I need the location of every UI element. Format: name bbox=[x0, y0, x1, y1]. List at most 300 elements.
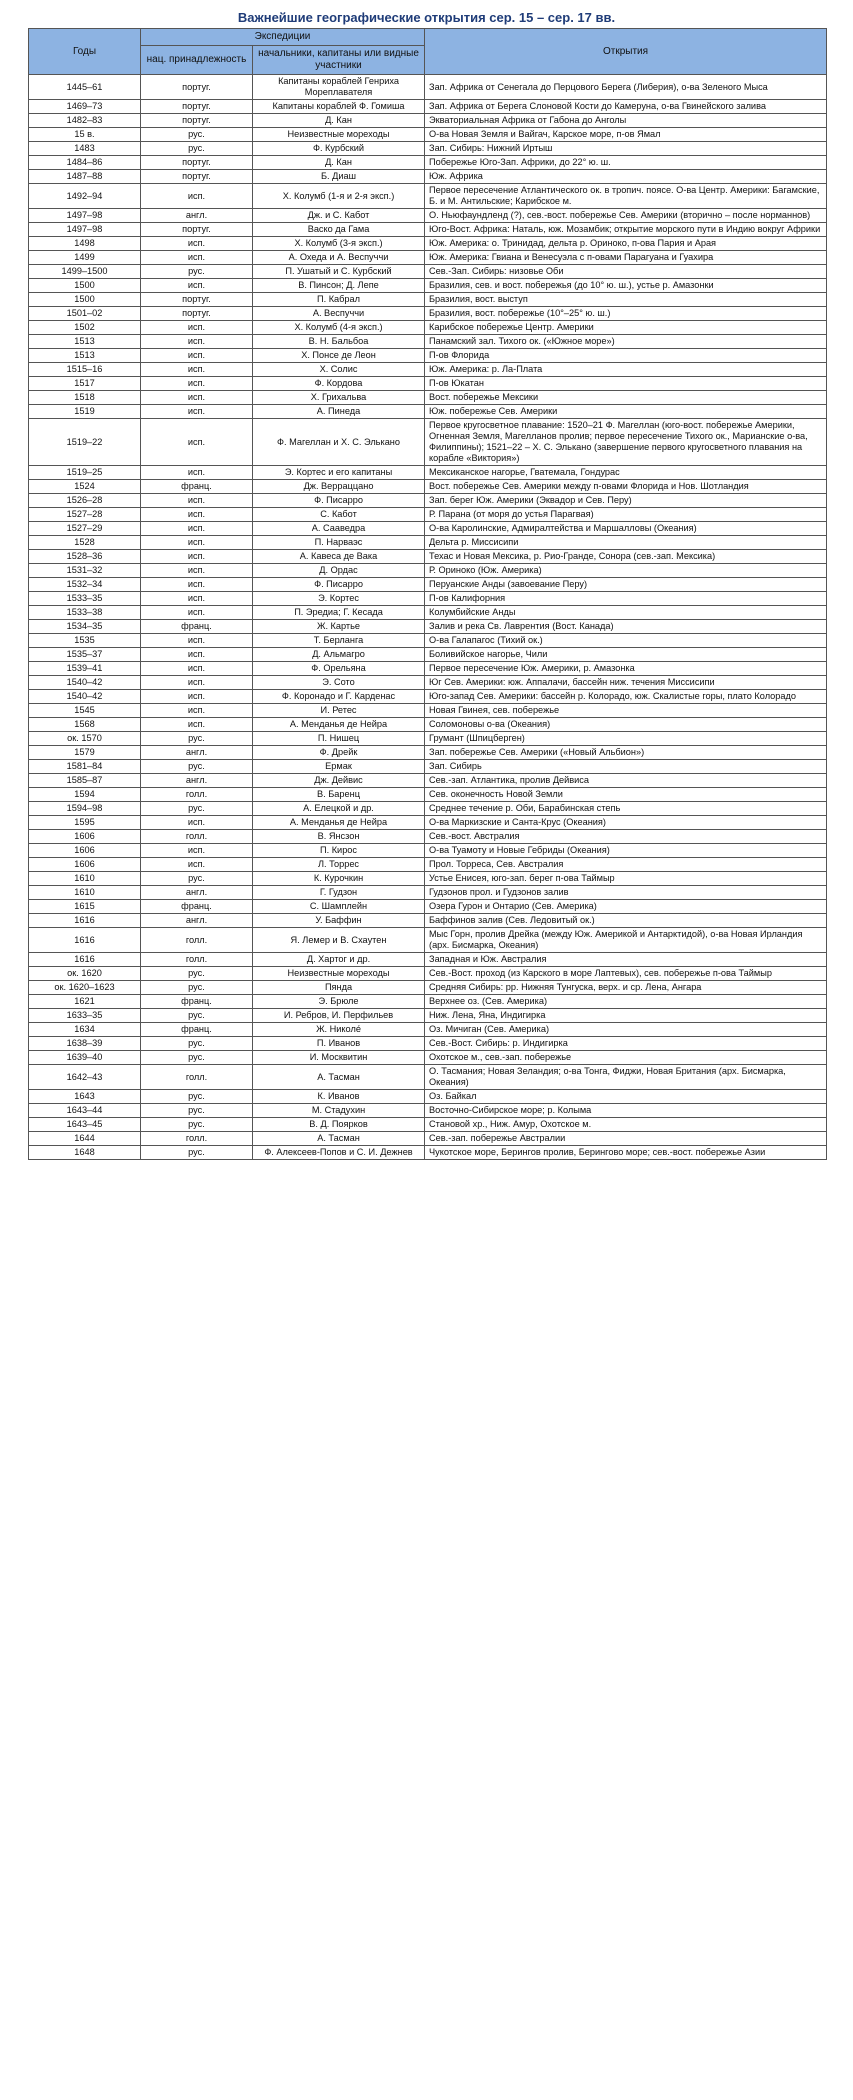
cell-nationality: голл. bbox=[141, 830, 253, 844]
cell-leaders: А. Пинеда bbox=[253, 405, 425, 419]
cell-leaders: А. Тасман bbox=[253, 1065, 425, 1090]
table-row bbox=[29, 142, 827, 156]
cell-leaders: Ф. Курбский bbox=[253, 142, 425, 156]
cell-years: 1606 bbox=[29, 858, 141, 872]
cell-leaders: Х. Солис bbox=[253, 363, 425, 377]
table-row bbox=[29, 592, 827, 606]
cell-years: 1497–98 bbox=[29, 209, 141, 223]
cell-leaders: Неизвестные мореходы bbox=[253, 128, 425, 142]
cell-years: 1513 bbox=[29, 349, 141, 363]
cell-years: 1539–41 bbox=[29, 662, 141, 676]
cell-years: 1533–38 bbox=[29, 606, 141, 620]
cell-nationality: исп. bbox=[141, 564, 253, 578]
cell-nationality: исп. bbox=[141, 704, 253, 718]
cell-years: 1595 bbox=[29, 816, 141, 830]
cell-discoveries: Озера Гурон и Онтарио (Сев. Америка) bbox=[425, 900, 827, 914]
table-row bbox=[29, 391, 827, 405]
table-row bbox=[29, 564, 827, 578]
table-row bbox=[29, 170, 827, 184]
cell-nationality: португ. bbox=[141, 293, 253, 307]
cell-leaders: М. Стадухин bbox=[253, 1104, 425, 1118]
cell-years: 1639–40 bbox=[29, 1051, 141, 1065]
table-row bbox=[29, 307, 827, 321]
cell-years: 1621 bbox=[29, 995, 141, 1009]
cell-years: 1581–84 bbox=[29, 760, 141, 774]
cell-leaders: А. Тасман bbox=[253, 1132, 425, 1146]
table-row bbox=[29, 223, 827, 237]
table-row bbox=[29, 967, 827, 981]
cell-discoveries: П-ов Калифорния bbox=[425, 592, 827, 606]
cell-discoveries: П-ов Флорида bbox=[425, 349, 827, 363]
cell-nationality: исп. bbox=[141, 508, 253, 522]
cell-nationality: рус. bbox=[141, 128, 253, 142]
cell-nationality: голл. bbox=[141, 1065, 253, 1090]
cell-discoveries: Среднее течение р. Оби, Барабинская степь bbox=[425, 802, 827, 816]
cell-nationality: исп. bbox=[141, 321, 253, 335]
cell-years: 1638–39 bbox=[29, 1037, 141, 1051]
cell-leaders: В. Янсзон bbox=[253, 830, 425, 844]
cell-nationality: англ. bbox=[141, 914, 253, 928]
table-row bbox=[29, 480, 827, 494]
cell-years: 1519–25 bbox=[29, 466, 141, 480]
cell-years: 15 в. bbox=[29, 128, 141, 142]
cell-years: 1535–37 bbox=[29, 648, 141, 662]
cell-leaders: Ф. Писарро bbox=[253, 494, 425, 508]
cell-nationality: португ. bbox=[141, 307, 253, 321]
cell-years: 1487–88 bbox=[29, 170, 141, 184]
cell-years: 1528 bbox=[29, 536, 141, 550]
cell-discoveries: Юж. Америка: р. Ла-Плата bbox=[425, 363, 827, 377]
cell-nationality: исп. bbox=[141, 377, 253, 391]
cell-leaders: И. Ребров, И. Перфильев bbox=[253, 1009, 425, 1023]
cell-years: 1616 bbox=[29, 953, 141, 967]
cell-years: 1497–98 bbox=[29, 223, 141, 237]
cell-years: 1517 bbox=[29, 377, 141, 391]
cell-leaders: Капитаны кораблей Ф. Гомиша bbox=[253, 100, 425, 114]
cell-discoveries: Зап. Сибирь bbox=[425, 760, 827, 774]
table-row bbox=[29, 536, 827, 550]
cell-nationality: исп. bbox=[141, 816, 253, 830]
cell-discoveries: Зап. побережье Сев. Америки («Новый Альбион») bbox=[425, 746, 827, 760]
cell-discoveries: О. Тасмания; Новая Зеландия; о-ва Тонга, Фиджи, Новая Британия (арх. Бисмарка, Океания) bbox=[425, 1065, 827, 1090]
cell-leaders: К. Курочкин bbox=[253, 872, 425, 886]
cell-leaders: В. Д. Поярков bbox=[253, 1118, 425, 1132]
table-row bbox=[29, 377, 827, 391]
table-row bbox=[29, 293, 827, 307]
cell-nationality: исп. bbox=[141, 676, 253, 690]
cell-leaders: Ж. Николе́ bbox=[253, 1023, 425, 1037]
cell-discoveries: Соломоновы о-ва (Океания) bbox=[425, 718, 827, 732]
cell-leaders: В. Пинсон; Д. Лепе bbox=[253, 279, 425, 293]
page-title: Важнейшие географические открытия сер. 15 – сер. 17 вв. bbox=[237, 10, 616, 25]
cell-leaders: Т. Берланга bbox=[253, 634, 425, 648]
cell-leaders: П. Нарваэс bbox=[253, 536, 425, 550]
cell-leaders: П. Кирос bbox=[253, 844, 425, 858]
table-row bbox=[29, 1132, 827, 1146]
cell-leaders: Ф. Алексеев-Попов и С. И. Дежнев bbox=[253, 1146, 425, 1160]
cell-nationality: рус. bbox=[141, 872, 253, 886]
cell-leaders: Д. Ордас bbox=[253, 564, 425, 578]
cell-nationality: португ. bbox=[141, 223, 253, 237]
cell-nationality: исп. bbox=[141, 391, 253, 405]
cell-discoveries: Зап. берег Юж. Америки (Эквадор и Сев. Перу) bbox=[425, 494, 827, 508]
cell-discoveries: Юж. Америка: о. Тринидад, дельта р. Ориноко, п-ова Пария и Арая bbox=[425, 237, 827, 251]
cell-discoveries: Юж. Америка: Гвиана и Венесуэла с п-овами Парагуана и Гуахира bbox=[425, 251, 827, 265]
cell-discoveries: О-ва Галапагос (Тихий ок.) bbox=[425, 634, 827, 648]
cell-discoveries: Юго-Вост. Африка: Наталь, юж. Мозамбик; открытие морского пути в Индию вокруг Африки bbox=[425, 223, 827, 237]
cell-leaders: П. Эредиа; Г. Кесада bbox=[253, 606, 425, 620]
cell-leaders: Неизвестные мореходы bbox=[253, 967, 425, 981]
table-row bbox=[29, 494, 827, 508]
cell-leaders: Д. Кан bbox=[253, 114, 425, 128]
cell-years: 1524 bbox=[29, 480, 141, 494]
table-row bbox=[29, 237, 827, 251]
cell-leaders: А. Сааведра bbox=[253, 522, 425, 536]
cell-nationality: англ. bbox=[141, 774, 253, 788]
cell-discoveries: Чукотское море, Берингов пролив, Берингово море; сев.-вост. побережье Азии bbox=[425, 1146, 827, 1160]
cell-discoveries: Р. Ориноко (Юж. Америка) bbox=[425, 564, 827, 578]
cell-discoveries: О-ва Маркизские и Санта-Крус (Океания) bbox=[425, 816, 827, 830]
cell-discoveries: О-ва Новая Земля и Вайгач, Карское море, п-ов Ямал bbox=[425, 128, 827, 142]
table-row bbox=[29, 1037, 827, 1051]
cell-leaders: С. Шамплейн bbox=[253, 900, 425, 914]
header-years: Годы bbox=[29, 29, 141, 75]
cell-leaders: Х. Колумб (4-я эксп.) bbox=[253, 321, 425, 335]
cell-leaders: Дж. Верраццано bbox=[253, 480, 425, 494]
cell-leaders: Ф. Орельяна bbox=[253, 662, 425, 676]
cell-discoveries: Техас и Новая Мексика, р. Рио-Гранде, Сонора (сев.-зап. Мексика) bbox=[425, 550, 827, 564]
cell-years: 1502 bbox=[29, 321, 141, 335]
table-body bbox=[29, 75, 827, 1160]
cell-leaders: С. Кабот bbox=[253, 508, 425, 522]
cell-nationality: рус. bbox=[141, 1090, 253, 1104]
cell-years: 1527–28 bbox=[29, 508, 141, 522]
cell-discoveries: Прол. Торреса, Сев. Австралия bbox=[425, 858, 827, 872]
cell-leaders: К. Иванов bbox=[253, 1090, 425, 1104]
cell-nationality: исп. bbox=[141, 844, 253, 858]
cell-years: 1545 bbox=[29, 704, 141, 718]
cell-nationality: рус. bbox=[141, 1009, 253, 1023]
table-row bbox=[29, 1009, 827, 1023]
cell-nationality: рус. bbox=[141, 1037, 253, 1051]
cell-nationality: франц. bbox=[141, 1023, 253, 1037]
cell-nationality: исп. bbox=[141, 363, 253, 377]
cell-leaders: Я. Лемер и В. Схаутен bbox=[253, 928, 425, 953]
table-row bbox=[29, 349, 827, 363]
cell-discoveries: Побережье Юго-Зап. Африки, до 22° ю. ш. bbox=[425, 156, 827, 170]
cell-nationality: рус. bbox=[141, 1146, 253, 1160]
cell-leaders: Дж. Дейвис bbox=[253, 774, 425, 788]
cell-years: 1594 bbox=[29, 788, 141, 802]
table-row bbox=[29, 872, 827, 886]
cell-discoveries: Дельта р. Миссисипи bbox=[425, 536, 827, 550]
cell-leaders: А. Веспуччи bbox=[253, 307, 425, 321]
cell-nationality: англ. bbox=[141, 886, 253, 900]
cell-years: 1500 bbox=[29, 293, 141, 307]
cell-nationality: исп. bbox=[141, 648, 253, 662]
cell-leaders: П. Ушатый и С. Курбский bbox=[253, 265, 425, 279]
cell-years: 1498 bbox=[29, 237, 141, 251]
cell-nationality: рус. bbox=[141, 142, 253, 156]
cell-nationality: исп. bbox=[141, 592, 253, 606]
cell-years: 1482–83 bbox=[29, 114, 141, 128]
cell-years: 1532–34 bbox=[29, 578, 141, 592]
cell-nationality: франц. bbox=[141, 480, 253, 494]
cell-discoveries: Устье Енисея, юго-зап. берег п-ова Таймыр bbox=[425, 872, 827, 886]
cell-nationality: исп. bbox=[141, 466, 253, 480]
cell-nationality: исп. bbox=[141, 522, 253, 536]
cell-years: ок. 1620 bbox=[29, 967, 141, 981]
table-row bbox=[29, 648, 827, 662]
cell-years: 1610 bbox=[29, 872, 141, 886]
cell-discoveries: Сев.-вост. Австралия bbox=[425, 830, 827, 844]
cell-discoveries: Боливийское нагорье, Чили bbox=[425, 648, 827, 662]
table-row bbox=[29, 419, 827, 466]
cell-nationality: франц. bbox=[141, 900, 253, 914]
table-row bbox=[29, 858, 827, 872]
cell-discoveries: Вост. побережье Мексики bbox=[425, 391, 827, 405]
cell-nationality: рус. bbox=[141, 981, 253, 995]
cell-discoveries: Р. Парана (от моря до устья Парагвая) bbox=[425, 508, 827, 522]
cell-nationality: исп. bbox=[141, 419, 253, 466]
cell-discoveries: П-ов Юкатан bbox=[425, 377, 827, 391]
cell-nationality: исп. bbox=[141, 184, 253, 209]
cell-years: 1513 bbox=[29, 335, 141, 349]
cell-leaders: А. Менданья де Нейра bbox=[253, 816, 425, 830]
cell-discoveries: Западная и Юж. Австралия bbox=[425, 953, 827, 967]
table-row bbox=[29, 578, 827, 592]
cell-leaders: И. Москвитин bbox=[253, 1051, 425, 1065]
header-leaders: начальники, капитаны или видные участники bbox=[253, 46, 425, 75]
table-row bbox=[29, 830, 827, 844]
cell-years: 1535 bbox=[29, 634, 141, 648]
cell-leaders: Д. Хартог и др. bbox=[253, 953, 425, 967]
cell-discoveries: Восточно-Сибирское море; р. Колыма bbox=[425, 1104, 827, 1118]
cell-discoveries: Оз. Байкал bbox=[425, 1090, 827, 1104]
cell-nationality: исп. bbox=[141, 405, 253, 419]
cell-nationality: исп. bbox=[141, 606, 253, 620]
cell-years: 1518 bbox=[29, 391, 141, 405]
cell-nationality: рус. bbox=[141, 1104, 253, 1118]
cell-discoveries: Карибское побережье Центр. Америки bbox=[425, 321, 827, 335]
cell-leaders: Ф. Дрейк bbox=[253, 746, 425, 760]
cell-years: 1643–44 bbox=[29, 1104, 141, 1118]
cell-years: 1643 bbox=[29, 1090, 141, 1104]
cell-nationality: исп. bbox=[141, 237, 253, 251]
cell-nationality: голл. bbox=[141, 953, 253, 967]
cell-years: 1643–45 bbox=[29, 1118, 141, 1132]
table-row bbox=[29, 620, 827, 634]
cell-nationality: исп. bbox=[141, 335, 253, 349]
cell-discoveries: Зап. Африка от Сенегала до Перцового Берега (Либерия), о-ва Зеленого Мыса bbox=[425, 75, 827, 100]
cell-nationality: исп. bbox=[141, 858, 253, 872]
cell-discoveries: Гудзонов прол. и Гудзонов залив bbox=[425, 886, 827, 900]
cell-discoveries: Новая Гвинея, сев. побережье bbox=[425, 704, 827, 718]
cell-leaders: Ж. Картье bbox=[253, 620, 425, 634]
cell-nationality: голл. bbox=[141, 928, 253, 953]
cell-years: 1484–86 bbox=[29, 156, 141, 170]
table-row bbox=[29, 704, 827, 718]
cell-years: 1445–61 bbox=[29, 75, 141, 100]
table-row bbox=[29, 788, 827, 802]
cell-discoveries: Баффинов залив (Сев. Ледовитый ок.) bbox=[425, 914, 827, 928]
cell-nationality: рус. bbox=[141, 802, 253, 816]
cell-discoveries: Колумбийские Анды bbox=[425, 606, 827, 620]
cell-leaders: П. Иванов bbox=[253, 1037, 425, 1051]
cell-years: 1531–32 bbox=[29, 564, 141, 578]
cell-nationality: исп. bbox=[141, 349, 253, 363]
cell-leaders: У. Баффин bbox=[253, 914, 425, 928]
table-row bbox=[29, 886, 827, 900]
cell-years: 1585–87 bbox=[29, 774, 141, 788]
cell-nationality: исп. bbox=[141, 662, 253, 676]
table-row bbox=[29, 662, 827, 676]
table-row bbox=[29, 321, 827, 335]
cell-nationality: исп. bbox=[141, 251, 253, 265]
header-nationality: нац. принадлежность bbox=[141, 46, 253, 75]
cell-years: 1500 bbox=[29, 279, 141, 293]
cell-years: 1610 bbox=[29, 886, 141, 900]
cell-nationality: франц. bbox=[141, 620, 253, 634]
cell-discoveries: Юж. побережье Сев. Америки bbox=[425, 405, 827, 419]
table-row bbox=[29, 335, 827, 349]
cell-leaders: Д. Альмагро bbox=[253, 648, 425, 662]
table-row bbox=[29, 1118, 827, 1132]
cell-discoveries: Сев.-Вост. Сибирь: р. Индигирка bbox=[425, 1037, 827, 1051]
cell-discoveries: О-ва Каролинские, Адмиралтейства и Маршалловы (Океания) bbox=[425, 522, 827, 536]
cell-nationality: исп. bbox=[141, 690, 253, 704]
cell-leaders: Л. Торрес bbox=[253, 858, 425, 872]
cell-leaders: Васко да Гама bbox=[253, 223, 425, 237]
cell-nationality: англ. bbox=[141, 209, 253, 223]
cell-nationality: исп. bbox=[141, 578, 253, 592]
cell-discoveries: Средняя Сибирь: рр. Нижняя Тунгуска, верх. и ср. Лена, Ангара bbox=[425, 981, 827, 995]
cell-discoveries: О-ва Туамоту и Новые Гебриды (Океания) bbox=[425, 844, 827, 858]
cell-nationality: рус. bbox=[141, 1118, 253, 1132]
cell-discoveries: Мыс Горн, пролив Дрейка (между Юж. Америкой и Антарктидой), о-ва Новая Ирландия (арх. Бисмарка, Океания) bbox=[425, 928, 827, 953]
table-row bbox=[29, 279, 827, 293]
cell-nationality: рус. bbox=[141, 732, 253, 746]
cell-years: 1634 bbox=[29, 1023, 141, 1037]
cell-nationality: португ. bbox=[141, 75, 253, 100]
cell-discoveries: Юж. Африка bbox=[425, 170, 827, 184]
table-row bbox=[29, 760, 827, 774]
cell-leaders: П. Кабрал bbox=[253, 293, 425, 307]
table-row bbox=[29, 606, 827, 620]
cell-years: 1501–02 bbox=[29, 307, 141, 321]
cell-discoveries: Верхнее оз. (Сев. Америка) bbox=[425, 995, 827, 1009]
table-row bbox=[29, 802, 827, 816]
header-discoveries: Открытия bbox=[425, 29, 827, 75]
cell-years: 1616 bbox=[29, 914, 141, 928]
cell-leaders: Ермак bbox=[253, 760, 425, 774]
cell-discoveries: Сев.-Зап. Сибирь: низовье Оби bbox=[425, 265, 827, 279]
cell-years: 1616 bbox=[29, 928, 141, 953]
cell-leaders: В. Баренц bbox=[253, 788, 425, 802]
cell-discoveries: Сев. оконечность Новой Земли bbox=[425, 788, 827, 802]
cell-leaders: А. Менданья де Нейра bbox=[253, 718, 425, 732]
cell-years: 1633–35 bbox=[29, 1009, 141, 1023]
table-row bbox=[29, 816, 827, 830]
cell-years: 1519 bbox=[29, 405, 141, 419]
cell-years: ок. 1570 bbox=[29, 732, 141, 746]
cell-years: 1499 bbox=[29, 251, 141, 265]
cell-leaders: Э. Кортес bbox=[253, 592, 425, 606]
cell-discoveries: Юго-запад Сев. Америки: бассейн р. Колорадо, юж. Скалистые горы, плато Колорадо bbox=[425, 690, 827, 704]
cell-discoveries: Сев.-зап. побережье Австралии bbox=[425, 1132, 827, 1146]
cell-discoveries: Перуанские Анды (завоевание Перу) bbox=[425, 578, 827, 592]
cell-discoveries: Оз. Мичиган (Сев. Америка) bbox=[425, 1023, 827, 1037]
cell-leaders: Капитаны кораблей Генриха Мореплавателя bbox=[253, 75, 425, 100]
cell-nationality: португ. bbox=[141, 156, 253, 170]
table-row bbox=[29, 184, 827, 209]
cell-leaders: Д. Кан bbox=[253, 156, 425, 170]
cell-discoveries: Сев.-Вост. проход (из Карского в море Лаптевых), сев. побережье п-ова Таймыр bbox=[425, 967, 827, 981]
cell-years: 1515–16 bbox=[29, 363, 141, 377]
cell-years: 1469–73 bbox=[29, 100, 141, 114]
table-row bbox=[29, 732, 827, 746]
cell-discoveries: Охотское м., сев.-зап. побережье bbox=[425, 1051, 827, 1065]
cell-nationality: исп. bbox=[141, 718, 253, 732]
cell-leaders: Х. Грихальва bbox=[253, 391, 425, 405]
table-row bbox=[29, 265, 827, 279]
cell-years: 1615 bbox=[29, 900, 141, 914]
cell-leaders: В. Н. Бальбоа bbox=[253, 335, 425, 349]
cell-nationality: исп. bbox=[141, 634, 253, 648]
cell-years: 1568 bbox=[29, 718, 141, 732]
cell-nationality: португ. bbox=[141, 170, 253, 184]
cell-discoveries: Сев.-зап. Атлантика, пролив Дейвиса bbox=[425, 774, 827, 788]
cell-years: 1483 bbox=[29, 142, 141, 156]
cell-years: 1594–98 bbox=[29, 802, 141, 816]
cell-leaders: Э. Брюле bbox=[253, 995, 425, 1009]
cell-years: ок. 1620–1623 bbox=[29, 981, 141, 995]
cell-years: 1528–36 bbox=[29, 550, 141, 564]
table-row bbox=[29, 405, 827, 419]
cell-years: 1534–35 bbox=[29, 620, 141, 634]
cell-nationality: рус. bbox=[141, 760, 253, 774]
cell-leaders: Дж. и С. Кабот bbox=[253, 209, 425, 223]
cell-leaders: Пянда bbox=[253, 981, 425, 995]
cell-discoveries: Бразилия, вост. побережье (10°–25° ю. ш.) bbox=[425, 307, 827, 321]
cell-nationality: голл. bbox=[141, 788, 253, 802]
cell-discoveries: Первое пересечение Юж. Америки, р. Амазонка bbox=[425, 662, 827, 676]
cell-leaders: А. Кавеса де Вака bbox=[253, 550, 425, 564]
table-row bbox=[29, 981, 827, 995]
cell-leaders: Э. Кортес и его капитаны bbox=[253, 466, 425, 480]
cell-discoveries: Зап. Африка от Берега Слоновой Кости до Камеруна, о-ва Гвинейского залива bbox=[425, 100, 827, 114]
table-row bbox=[29, 114, 827, 128]
table-row bbox=[29, 718, 827, 732]
cell-years: 1648 bbox=[29, 1146, 141, 1160]
table-row bbox=[29, 363, 827, 377]
table-row bbox=[29, 774, 827, 788]
cell-nationality: исп. bbox=[141, 536, 253, 550]
cell-years: 1644 bbox=[29, 1132, 141, 1146]
table-row bbox=[29, 1023, 827, 1037]
cell-nationality: англ. bbox=[141, 746, 253, 760]
header-expeditions: Экспедиции bbox=[141, 29, 425, 46]
table-row bbox=[29, 844, 827, 858]
table-row bbox=[29, 1051, 827, 1065]
cell-leaders: И. Ретес bbox=[253, 704, 425, 718]
cell-years: 1606 bbox=[29, 830, 141, 844]
cell-nationality: португ. bbox=[141, 100, 253, 114]
cell-leaders: Х. Колумб (1-я и 2-я эксп.) bbox=[253, 184, 425, 209]
cell-nationality: рус. bbox=[141, 967, 253, 981]
table-row bbox=[29, 550, 827, 564]
cell-discoveries: Бразилия, вост. выступ bbox=[425, 293, 827, 307]
